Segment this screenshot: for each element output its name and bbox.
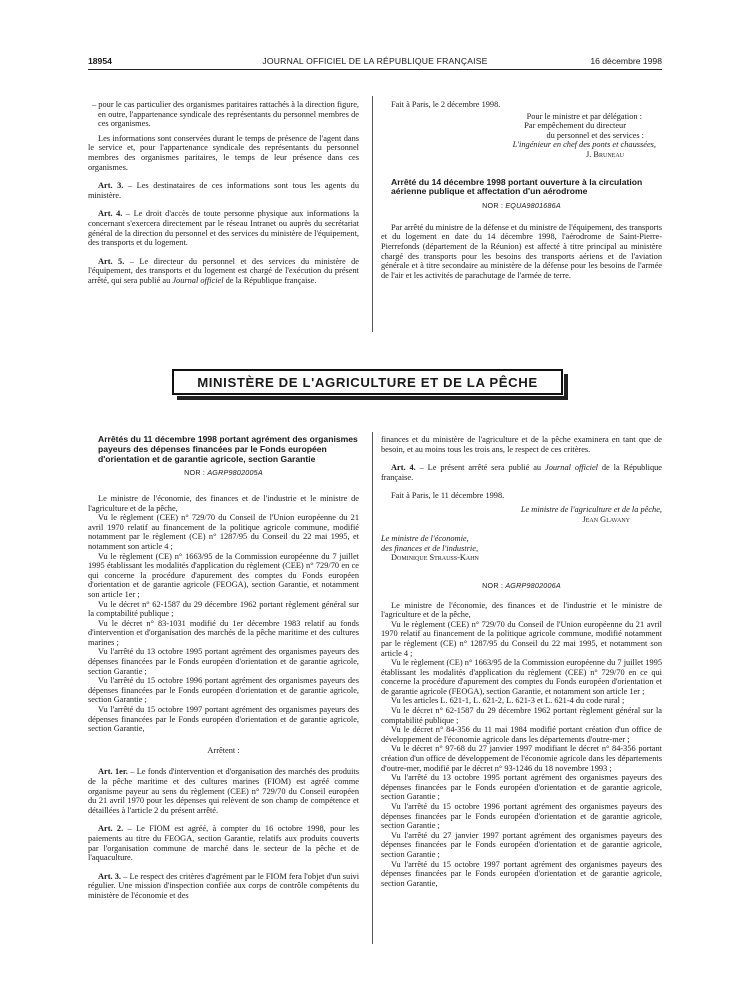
article-label: Art. 2. bbox=[98, 824, 124, 834]
arretent-heading: Arrêtent : bbox=[207, 745, 240, 755]
nor-reference: NOR : EQUA9801686A bbox=[482, 201, 561, 211]
article-4: Art. 4. – Le droit d'accès de toute personne physique aux informations la concernant s'exercera directement par le réseau Intranet ou auprès du secrétariat général de la direction du personnel et des services du ministère de l'équipement, des transports et du logement. bbox=[88, 209, 359, 248]
article-label: Art. 1er. bbox=[98, 767, 128, 777]
paragraph-retention: Les informations sont conservées durant le temps de présence de l'agent dans le service et, pour l'appartenance syndicale des représentants du personnel membres des organismes paritaires, le temps de leur présence dans ces organismes. bbox=[88, 133, 359, 172]
signature-line: Le ministre de l'agriculture et de la pêche, bbox=[520, 504, 662, 514]
page-number: 18954 bbox=[88, 56, 112, 66]
article-3: Art. 3. – Les destinataires de ces informations sont tous les agents du ministère. bbox=[88, 181, 360, 200]
article-label: Art. 3. bbox=[98, 181, 124, 191]
signature-line: du personnel et des services : bbox=[546, 130, 644, 140]
visa-paragraph: Vu le décret n° 84-356 du 11 mai 1984 modifié portant création d'un office de développement de l'économie agricole dans les départements d'outre-mer ; bbox=[381, 725, 662, 744]
decree-body: Par arrêté du ministre de la défense et du ministre de l'équipement, des transports et du logement en date du 14 décembre 1998, l'aérodrome de Saint-Pierre-Pierrefonds (département de la Réunion) est affecté à titre principal au ministère chargé des transports pour les besoins des transports aériens et de l'aviation générale et à titre secondaire au ministère de la défense pour les besoins de l'armée de l'air et les activités de parachutage de l'armée de terre. bbox=[381, 222, 662, 280]
bullet-paragraph: – pour le cas particulier des organismes paritaires rattachés à la direction figure, en outre, l'appartenance syndicale des représentants du personnel membres de ces organismes. bbox=[92, 100, 359, 129]
top-left-column bbox=[88, 100, 359, 286]
signature-line: Pour le ministre et par délégation : bbox=[526, 111, 642, 121]
visa-paragraph: Vu le règlement (CEE) n° 729/70 du Conseil de l'Union européenne du 21 avril 1970 relatif au financement de la politique agricole commune, modifié notamment par le règlement (CE) n° 1287/95 du Conseil du 22 mai 1995, et notamment son article 4 ; bbox=[88, 513, 359, 551]
article-4: Art. 4. – Le présent arrêté sera publié au Journal officiel de la République française. bbox=[381, 463, 663, 482]
signature-line: des finances et de l'industrie, bbox=[381, 543, 479, 553]
article-2: Art. 2. – Le FIOM est agréé, à compter du 16 octobre 1998, pour les paiements au titre du FEOGA, section Garantie, relatifs aux produits couverts par l'organisation commune de marché dans le secteur de la pêche et de l'aquaculture. bbox=[88, 824, 360, 863]
decree-intro: Le ministre de l'économie, des finances et de l'industrie et le ministre de l'agriculture et de la pêche, bbox=[381, 600, 662, 620]
journal-title: JOURNAL OFFICIEL DE LA RÉPUBLIQUE FRANÇAISE bbox=[262, 56, 488, 66]
signature-line: Par empêchement du directeur bbox=[524, 121, 626, 131]
visa-paragraph: Vu le règlement (CE) n° 1663/95 de la Commission européenne du 7 juillet 1995 établissant les modalités d'application du règlement (CEE) n° 729/70 en ce qui concerne la procédure d'apurement des comptes du Fonds européen d'orientation et de garantie agricole (FEOGA), section Garantie, et notamment son article 1er ; bbox=[88, 551, 359, 599]
decree-title: Arrêté du 14 décembre 1998 portant ouverture à la circulation aérienne publique et affectation d'un aérodrome bbox=[391, 176, 643, 197]
bottom-left-column bbox=[88, 435, 359, 901]
visa-paragraph: Vu le décret n° 97-68 du 27 janvier 1997 modifiant le décret n° 84-356 portant création d'un office de développement de l'économie agricole dans les départements d'outre-mer, modifié par le décret n° 93-1246 du 18 novembre 1993 ; bbox=[381, 744, 662, 773]
article-label: Art. 5. bbox=[98, 256, 125, 266]
decree-intro: Le ministre de l'économie, des finances et de l'industrie et le ministre de l'agriculture et de la pêche, bbox=[88, 493, 359, 513]
issue-date: 16 décembre 1998 bbox=[590, 56, 662, 66]
signature-line: Le ministre de l'économie, bbox=[381, 534, 469, 544]
visa-paragraph: Vu le décret n° 83-1031 modifié du 1er décembre 1983 relatif au fonds d'intervention et d'organisation des marchés de la pêche maritime et des cultures marines ; bbox=[88, 618, 359, 647]
article-1: Art. 1er. – Le fonds d'intervention et d'organisation des marchés des produits de la pêche maritime et des cultures marines (FIOM) est agréé comme organisme payeur au sens du règlement (CEE) n° 729/70 du Conseil européen du 21 avril 1970 pour les dépenses qui relèvent de son champ de compétence et détaillées à l'article 2 du présent arrêté. bbox=[88, 767, 359, 815]
visa-paragraph: Vu le décret n° 62-1587 du 29 décembre 1962 portant règlement général sur la comptabilité publique ; bbox=[88, 599, 359, 619]
bottom-right-column bbox=[381, 435, 662, 888]
signatory-name: J. Bruneau bbox=[586, 149, 624, 159]
article-label: Art. 4. bbox=[391, 463, 416, 473]
article-5: Art. 5. – Le directeur du personnel et des services du ministère de l'équipement, des transports et du logement est chargé de l'exécution du présent arrêté, qui sera publié au Journal officiel de la République française. bbox=[88, 256, 359, 285]
decree-title: Arrêtés du 11 décembre 1998 portant agrément des organismes payeurs des dépenses financées par le Fonds européen d'orientation et de garantie agricole, section Garantie bbox=[98, 434, 358, 464]
article-label: Art. 4. bbox=[98, 209, 123, 219]
article-3-continuation: finances et du ministère de l'agriculture et de la pêche examinera en tant que de besoin, et au moins tous les trois ans, le respect de ces critères. bbox=[381, 435, 662, 454]
visa-paragraph: Vu l'arrêté du 15 octobre 1996 portant agrément des organismes payeurs des dépenses financées par le Fonds européen d'orientation et de garantie agricole, section Garantie ; bbox=[381, 802, 662, 831]
nor-reference: NOR : AGRP9802006A bbox=[482, 580, 561, 590]
visa-paragraph: Vu les articles L. 621-1, L. 621-2, L. 621-3 et L. 621-4 du code rural ; bbox=[391, 696, 625, 706]
visa-paragraph: Vu l'arrêté du 15 octobre 1996 portant agrément des organismes payeurs des dépenses financées par le Fonds européen d'orientation et de garantie agricole, section Garantie ; bbox=[88, 676, 359, 705]
article-3: Art. 3. – Le respect des critères d'agrément par le FIOM fera l'objet d'un suivi régulier. Une mission d'inspection confiée aux corps de contrôle compétents du ministère de l'économie et des bbox=[88, 871, 360, 900]
column-divider-top bbox=[372, 96, 373, 332]
signatory-name: Dominique Strauss-Kahn bbox=[391, 553, 479, 563]
nor-reference: NOR : AGRP9802005A bbox=[184, 468, 263, 478]
visa-paragraph: Vu l'arrêté du 13 octobre 1995 portant agrément des organismes payeurs des dépenses financées par le Fonds européen d'orientation et de garantie agricole, section Garantie ; bbox=[88, 647, 359, 676]
visa-paragraph: Vu le règlement (CEE) n° 729/70 du Conseil de l'Union européenne du 21 avril 1970 relatif au financement de la politique agricole commune, modifié notamment par le règlement (CE) n° 1287/95 du Conseil du 22 mai 1995, et notamment son article 4 ; bbox=[381, 619, 662, 658]
top-right-column bbox=[381, 100, 662, 280]
header-rule bbox=[88, 69, 662, 70]
signature-place-date: Fait à Paris, le 2 décembre 1998. bbox=[391, 100, 501, 109]
article-label: Art. 3. bbox=[98, 871, 121, 881]
signature-line: L'ingénieur en chef des ponts et chaussées, bbox=[512, 140, 656, 150]
column-divider-bottom bbox=[372, 432, 373, 944]
visa-paragraph: Vu l'arrêté du 27 janvier 1997 portant agrément des organismes payeurs des dépenses financées par le Fonds européen d'orientation et de garantie agricole, section Garantie ; bbox=[381, 830, 662, 859]
visa-paragraph: Vu l'arrêté du 13 octobre 1995 portant agrément des organismes payeurs des dépenses financées par le Fonds européen d'orientation et de garantie agricole, section Garantie ; bbox=[381, 773, 662, 802]
signature-place-date: Fait à Paris, le 11 décembre 1998. bbox=[391, 491, 505, 501]
visa-paragraph: Vu le règlement (CE) n° 1663/95 de la Commission européenne du 7 juillet 1995 établissant les modalités d'application du règlement (CEE) n° 729/70 en ce qui concerne la procédure d'apurement des comptes du Fonds européen d'orientation et de garantie agricole (FEOGA), section Garantie, et notamment son article 1er ; bbox=[381, 658, 662, 696]
signatory-name: Jean Glavany bbox=[582, 514, 630, 524]
visa-paragraph: Vu l'arrêté du 15 octobre 1997 portant agrément des organismes payeurs des dépenses financées par le Fonds européen d'orientation et de garantie agricole, section Garantie, bbox=[88, 705, 359, 734]
ministry-heading: MINISTÈRE DE L'AGRICULTURE ET DE LA PÊCHE bbox=[172, 369, 563, 395]
visa-paragraph: Vu le décret n° 62-1587 du 29 décembre 1962 portant règlement général sur la comptabilité publique ; bbox=[381, 706, 662, 725]
page-header bbox=[88, 56, 662, 70]
visa-paragraph: Vu l'arrêté du 15 octobre 1997 portant agrément des organismes payeurs des dépenses financées par le Fonds européen d'orientation et de garantie agricole, section Garantie, bbox=[381, 859, 662, 888]
